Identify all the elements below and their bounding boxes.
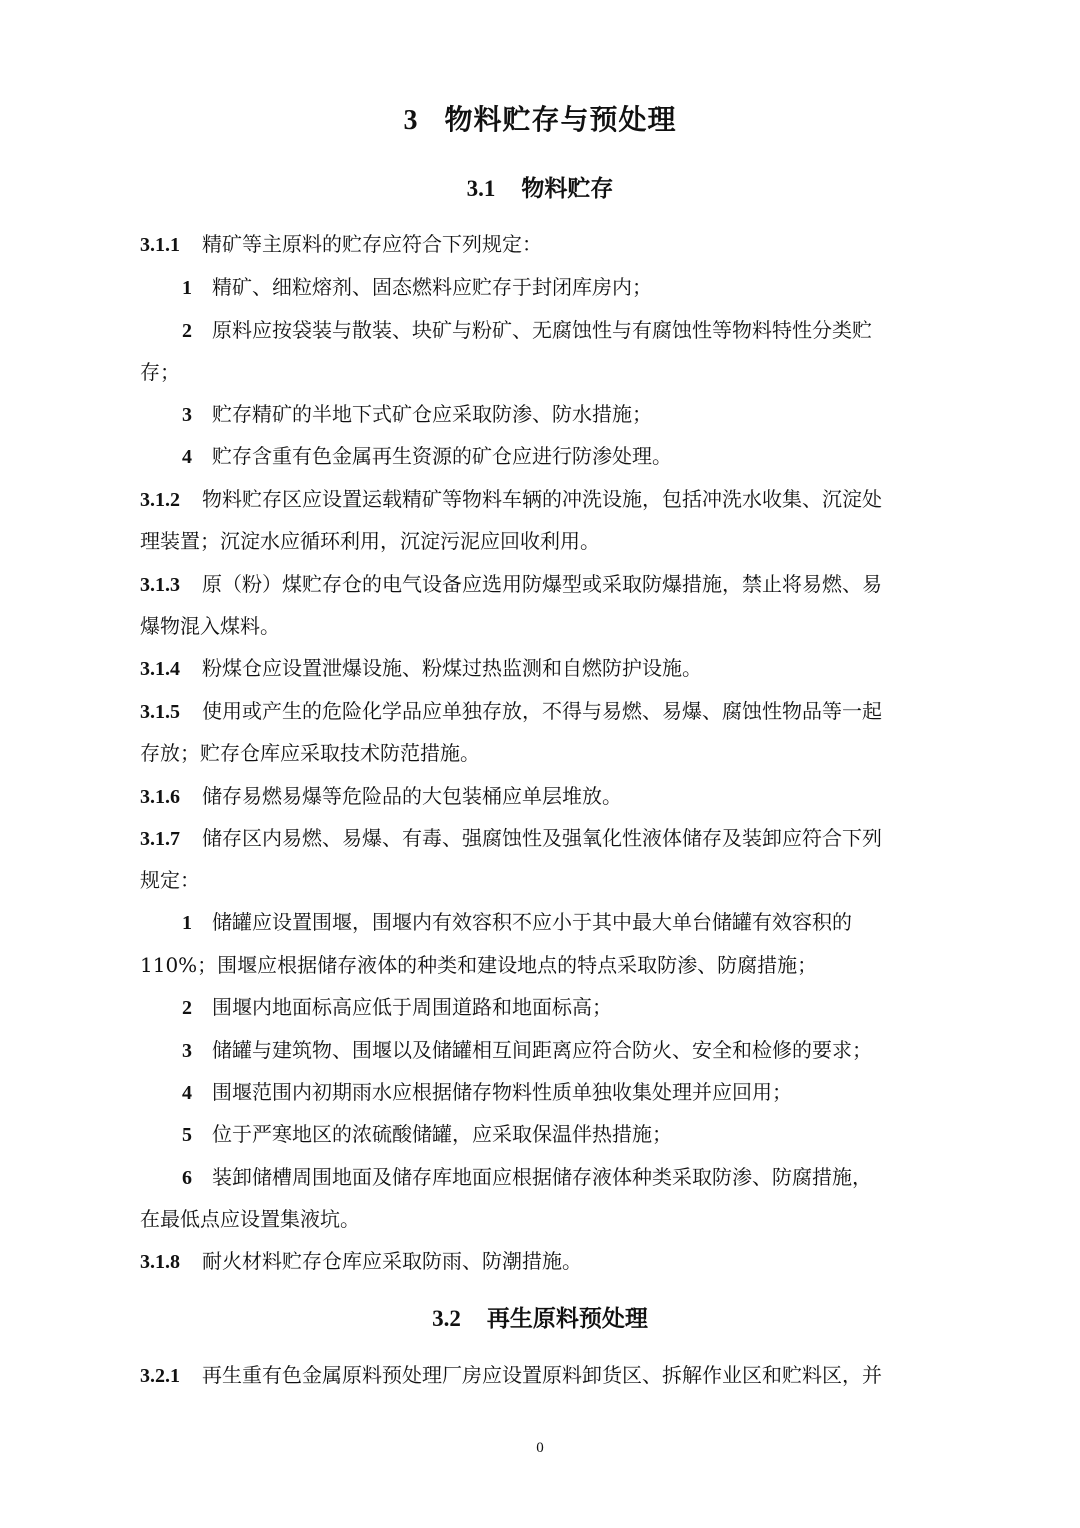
clause-continuation: 存放；贮存仓库应采取技术防范措施。 xyxy=(140,741,480,765)
clause-number: 3.1.4 xyxy=(140,658,180,680)
item-text: 围堰内地面标高应低于周围道路和地面标高； xyxy=(212,995,612,1019)
item-number: 3 xyxy=(182,404,192,426)
item-text: 位于严寒地区的浓硫酸储罐，应采取保温伴热措施； xyxy=(212,1122,672,1146)
item-text: 储罐与建筑物、围堰以及储罐相互间距离应符合防火、安全和检修的要求； xyxy=(212,1038,872,1062)
clause-3-1-5 xyxy=(140,690,942,733)
item-text: 储罐应设置围堰，围堰内有效容积不应小于其中最大单台储罐有效容积的 xyxy=(212,910,852,934)
item-text: 原料应按袋装与散装、块矿与粉矿、无腐蚀性与有腐蚀性等物料特性分类贮 xyxy=(212,318,872,342)
list-item xyxy=(140,1071,942,1114)
clause-text: 精矿等主原料的贮存应符合下列规定： xyxy=(202,232,542,256)
section-title-text: 再生原料预处理 xyxy=(486,1305,648,1332)
clause-number: 3.2.1 xyxy=(140,1365,180,1387)
clause-number: 3.1.3 xyxy=(140,574,180,596)
section-title-text: 物料贮存 xyxy=(521,175,614,202)
clause-number: 3.1.5 xyxy=(140,701,180,723)
clause-3-1-1 xyxy=(140,223,942,266)
list-item xyxy=(140,1029,942,1072)
list-item xyxy=(140,309,942,352)
item-continuation: 在最低点应设置集液坑。 xyxy=(140,1207,360,1231)
clause-3-1-2 xyxy=(140,478,942,521)
item-number: 6 xyxy=(182,1167,192,1189)
item-text: 贮存精矿的半地下式矿仓应采取防渗、防水措施； xyxy=(212,402,652,426)
list-item xyxy=(140,1156,942,1199)
clause-3-1-3 xyxy=(140,563,942,606)
clause-number: 3.1.1 xyxy=(140,234,180,256)
clause-continuation: 爆物混入煤料。 xyxy=(140,614,280,638)
clause-text: 使用或产生的危险化学品应单独存放，不得与易燃、易爆、腐蚀性物品等一起 xyxy=(202,699,882,723)
section-title-3-2 xyxy=(0,1300,1080,1333)
item-text: 装卸储槽周围地面及储存库地面应根据储存液体种类采取防渗、防腐措施， xyxy=(212,1165,872,1189)
clause-number: 3.1.8 xyxy=(140,1251,180,1273)
clause-text: 原（粉）煤贮存仓的电气设备应选用防爆型或采取防爆措施，禁止将易燃、易 xyxy=(202,572,882,596)
list-item xyxy=(140,986,942,1029)
clause-number: 3.1.2 xyxy=(140,489,180,511)
clause-continuation: 理装置；沉淀水应循环利用，沉淀污泥应回收利用。 xyxy=(140,529,600,553)
chapter-number: 3 xyxy=(403,105,419,136)
clause-number: 3.1.7 xyxy=(140,828,180,850)
clause-text: 耐火材料贮存仓库应采取防雨、防潮措施。 xyxy=(202,1249,582,1273)
clause-text: 再生重有色金属原料预处理厂房应设置原料卸货区、拆解作业区和贮料区，并 xyxy=(202,1363,882,1387)
item-number: 2 xyxy=(182,320,192,342)
clause-number: 3.1.6 xyxy=(140,786,180,808)
item-number: 4 xyxy=(182,446,192,468)
item-number: 5 xyxy=(182,1124,192,1146)
clause-text: 储存易燃易爆等危险品的大包装桶应单层堆放。 xyxy=(202,784,622,808)
list-item xyxy=(140,393,942,436)
clause-text: 物料贮存区应设置运载精矿等物料车辆的冲洗设施，包括冲洗水收集、沉淀处 xyxy=(202,487,882,511)
list-item xyxy=(140,266,942,309)
item-number: 4 xyxy=(182,1082,192,1104)
list-item xyxy=(140,901,942,944)
section-number: 3.1 xyxy=(466,176,496,201)
item-text: 贮存含重有色金属再生资源的矿仓应进行防渗处理。 xyxy=(212,444,672,468)
clause-continuation: 规定： xyxy=(140,868,200,892)
item-continuation: 110%；围堰应根据储存液体的种类和建设地点的特点采取防渗、防腐措施； xyxy=(140,953,818,977)
item-number: 3 xyxy=(182,1040,192,1062)
chapter-title-text: 物料贮存与预处理 xyxy=(444,103,677,136)
section-number: 3.2 xyxy=(432,1306,461,1331)
clause-3-1-6 xyxy=(140,775,942,818)
clause-3-1-8 xyxy=(140,1240,942,1283)
item-continuation: 存； xyxy=(140,360,180,384)
page-number: 0 xyxy=(536,1440,544,1456)
clause-text: 粉煤仓应设置泄爆设施、粉煤过热监测和自燃防护设施。 xyxy=(202,656,702,680)
clause-text: 储存区内易燃、易爆、有毒、强腐蚀性及强氧化性液体储存及装卸应符合下列 xyxy=(202,826,882,850)
list-item xyxy=(140,1113,942,1156)
item-text: 精矿、细粒熔剂、固态燃料应贮存于封闭库房内； xyxy=(212,275,652,299)
clause-3-1-4 xyxy=(140,647,942,690)
section-title-3-1 xyxy=(0,170,1080,203)
item-text: 围堰范围内初期雨水应根据储存物料性质单独收集处理并应回用； xyxy=(212,1080,792,1104)
clause-3-2-1 xyxy=(140,1354,942,1397)
chapter-title xyxy=(0,98,1080,138)
list-item xyxy=(140,435,942,478)
item-number: 1 xyxy=(182,912,192,934)
clause-3-1-7 xyxy=(140,817,942,860)
item-number: 1 xyxy=(182,277,192,299)
item-number: 2 xyxy=(182,997,192,1019)
